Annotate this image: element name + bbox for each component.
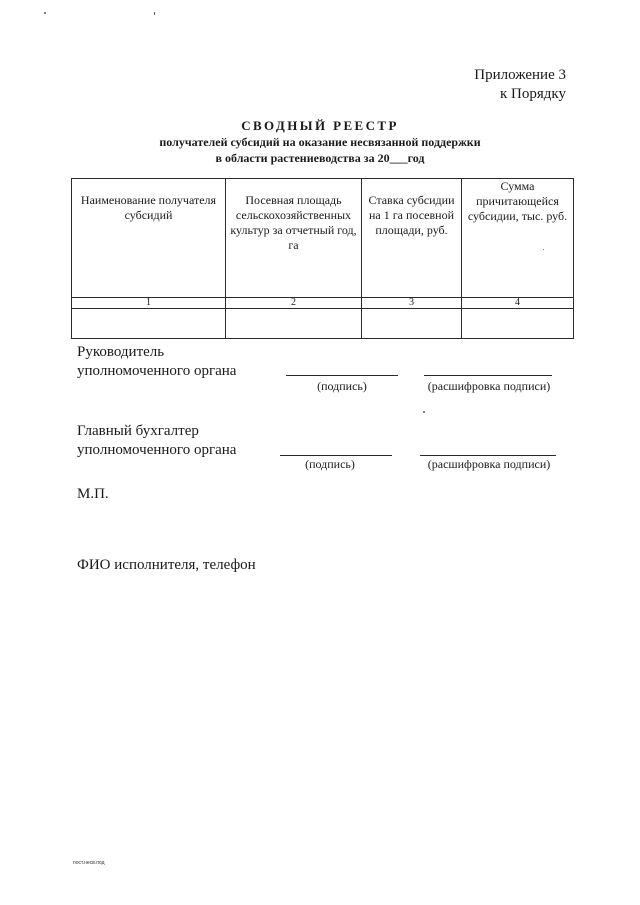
accountant-signatory-label (77, 422, 236, 460)
column-number: 2 (226, 298, 362, 309)
table-cell (362, 309, 462, 339)
table-cell (462, 309, 574, 339)
head-signature-caption: (подпись) (317, 379, 367, 393)
appendix-number: Приложение 3 (474, 67, 566, 83)
accountant-title-line-2: уполномоченного органа (77, 442, 237, 458)
table-row (72, 309, 574, 339)
subtitle-line-1: получателей субсидий на оказание несвязанной поддержки (159, 135, 481, 149)
column-number: 4 (462, 298, 574, 309)
scan-speck (423, 411, 425, 413)
footer-file-tag: пост.несв.под (73, 860, 105, 866)
table-cell (72, 309, 226, 339)
column-header-recipient: Наименование получателя субсидий (72, 179, 226, 298)
accountant-signature-caption: (подпись) (305, 457, 355, 471)
subtitle-line-2: в области растениеводства за 20___год (215, 151, 425, 165)
document-subtitle (0, 134, 640, 166)
accountant-decode-line (420, 455, 556, 456)
column-number: 3 (362, 298, 462, 309)
column-header-area: Посевная площадь сельскохозяйственных культур за отчетный год, га (226, 179, 362, 298)
head-title-line-1: Руководитель (77, 344, 165, 360)
column-header-rate: Ставка субсидии на 1 га посевной площади, руб. (362, 179, 462, 298)
registry-table (71, 178, 574, 339)
accountant-signature-line (280, 455, 392, 456)
head-signature-line (286, 375, 398, 376)
appendix-reference (474, 66, 566, 104)
column-number: 1 (72, 298, 226, 309)
scan-speck (154, 12, 155, 15)
head-decode-line (424, 375, 552, 376)
accountant-title-line-1: Главный бухгалтер (77, 423, 199, 439)
accountant-decode-caption: (расшифровка подписи) (427, 457, 551, 471)
head-decode-caption: (расшифровка подписи) (427, 379, 551, 393)
scan-speck (44, 12, 46, 14)
column-header-amount: Сумма причитающейся субсидии, тыс. руб. (462, 179, 574, 298)
document-title: СВОДНЫЙ РЕЕСТР (241, 118, 399, 133)
executor-info: ФИО исполнителя, телефон (77, 557, 256, 573)
table-cell (226, 309, 362, 339)
stamp-place: М.П. (77, 486, 109, 502)
table-number-row (72, 298, 574, 309)
head-signatory-label (77, 343, 236, 381)
head-title-line-2: уполномоченного органа (77, 363, 237, 379)
appendix-order: к Порядку (500, 86, 566, 102)
table-header-row (72, 179, 574, 298)
